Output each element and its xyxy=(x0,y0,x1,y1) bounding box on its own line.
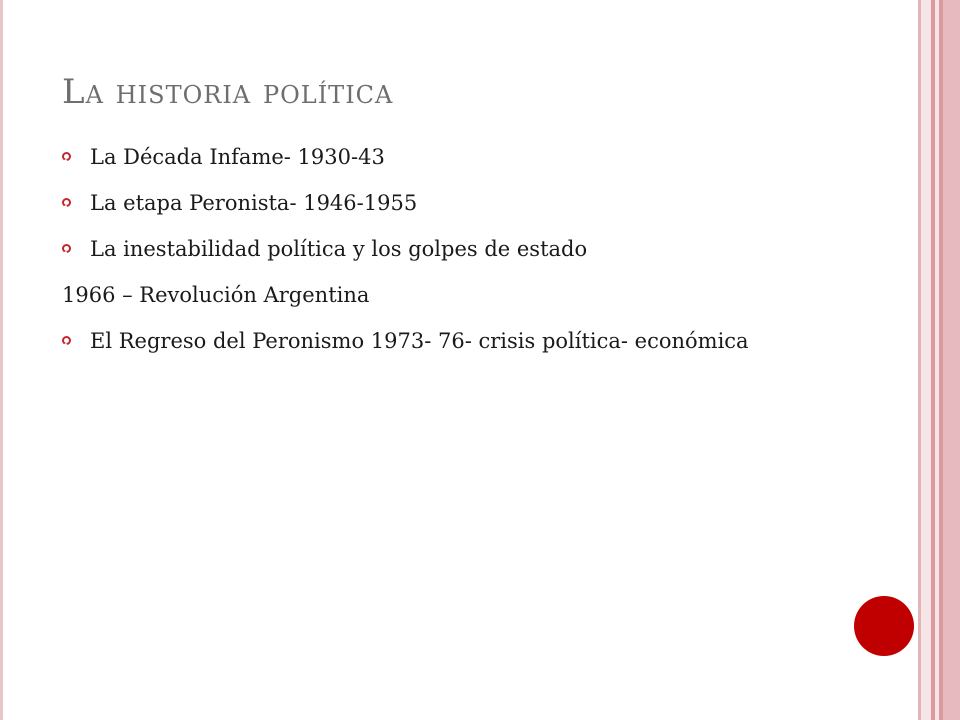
red-circle-icon xyxy=(854,596,914,656)
list-item xyxy=(62,280,852,310)
hollow-circle-bullet-icon xyxy=(62,336,71,345)
list-item-text: La inestabilidad política y los golpes de estado xyxy=(90,237,588,261)
list-item-text: La Década Infame- 1930-43 xyxy=(90,145,385,169)
slide-title: La historia política xyxy=(62,72,394,112)
hollow-circle-bullet-icon xyxy=(62,152,71,161)
hollow-circle-bullet-icon xyxy=(62,198,71,207)
list-item-text: El Regreso del Peronismo 1973- 76- crisis política- económica xyxy=(90,329,749,353)
right-decorative-stripes xyxy=(918,0,960,720)
hollow-circle-bullet-icon xyxy=(62,244,71,253)
stripe xyxy=(943,0,960,720)
list-item xyxy=(62,142,852,172)
stripe xyxy=(921,0,931,720)
left-border xyxy=(0,0,3,720)
slide-content xyxy=(62,142,852,372)
list-item-text: 1966 – Revolución Argentina xyxy=(62,283,370,307)
list-item xyxy=(62,188,852,218)
list-item xyxy=(62,326,852,356)
list-item xyxy=(62,234,852,264)
list-item-text: La etapa Peronista- 1946-1955 xyxy=(90,191,418,215)
